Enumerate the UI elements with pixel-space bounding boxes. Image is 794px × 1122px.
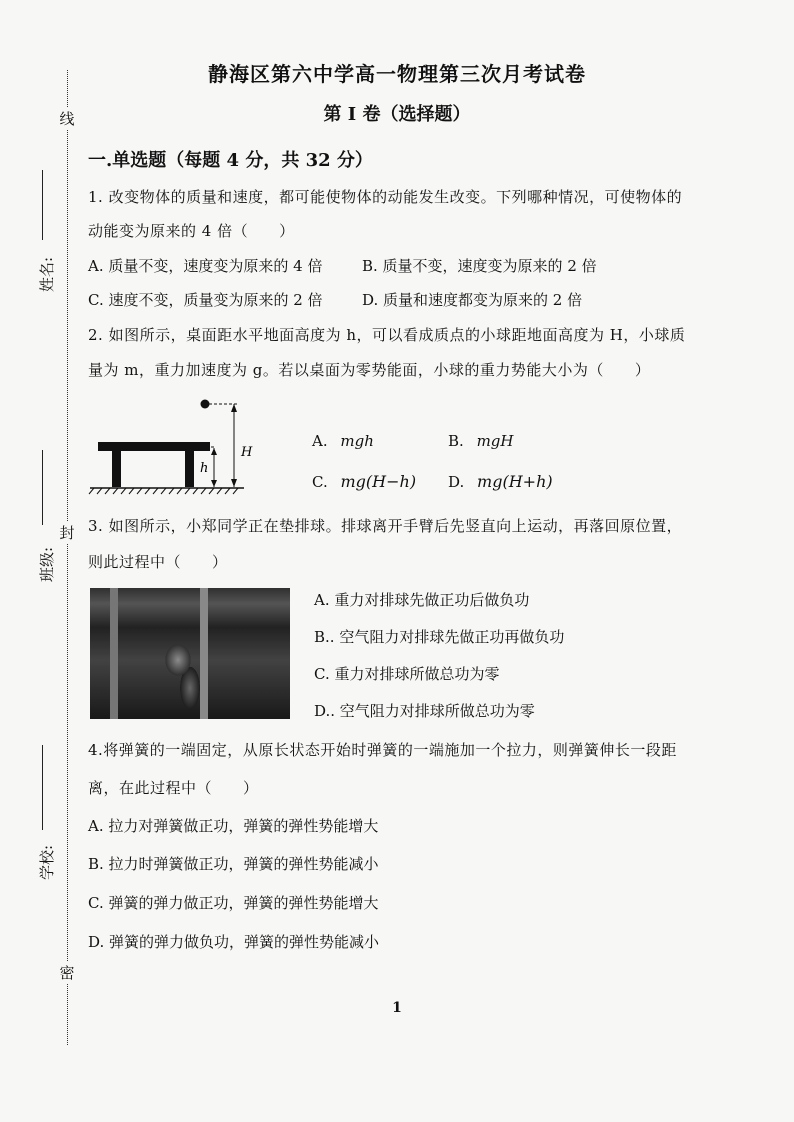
q3-option-d[interactable]: D.. 空气阻力对排球所做总功为零 (314, 702, 535, 720)
q4-option-d[interactable]: D. 弹簧的弹力做负功，弹簧的弹性势能减小 (88, 933, 380, 951)
school-field-label: 学校: (38, 844, 56, 880)
section-heading: 一.单选题（每题 4 分，共 32 分） (88, 150, 373, 171)
q3-stem-line2: 则此过程中（ ） (88, 553, 228, 571)
page-number: 1 (392, 1000, 402, 1016)
class-field-line[interactable] (42, 450, 43, 525)
binding-word-feng: 封 (59, 524, 75, 542)
q4-stem-line1: 4.将弹簧的一端固定，从原长状态开始时弹簧的一端施加一个拉力，则弹簧伸长一段距 (88, 741, 677, 759)
label-H: H (241, 445, 253, 460)
binding-word-mi: 密 (59, 964, 75, 982)
q2-option-c-label: C. (312, 473, 328, 491)
q2-option-c-text: mg(H−h) (340, 472, 417, 491)
q2-option-d-text: mg(H+h) (477, 472, 553, 491)
q3-stem-line1: 3. 如图所示，小郑同学正在垫排球。排球离开手臂后先竖直向上运动，再落回原位置， (88, 517, 683, 535)
q2-option-b-text: mgH (476, 432, 514, 450)
q3-option-c[interactable]: C. 重力对排球所做总功为零 (314, 665, 500, 683)
q1-option-c[interactable]: C. 速度不变，质量变为原来的 2 倍 (88, 291, 323, 309)
q2-option-b-label: B. (448, 432, 464, 450)
ball-icon (201, 400, 210, 409)
table-leg-left (112, 451, 121, 487)
binding-dotted-line (67, 70, 68, 1045)
class-field-label: 班级: (38, 546, 56, 582)
q4-option-a[interactable]: A. 拉力对弹簧做正功，弹簧的弹性势能增大 (88, 817, 379, 835)
q2-option-a-text: mgh (340, 432, 374, 450)
q4-option-c[interactable]: C. 弹簧的弹力做正功，弹簧的弹性势能增大 (88, 894, 379, 912)
q2-option-d-label: D. (448, 473, 465, 491)
q2-stem-line2: 量为 m，重力加速度为 g。若以桌面为零势能面，小球的重力势能大小为（ ） (88, 361, 651, 379)
binding-word-xian: 线 (59, 110, 75, 128)
q1-option-b[interactable]: B. 质量不变，速度变为原来的 2 倍 (362, 257, 597, 275)
q2-option-b[interactable] (448, 432, 514, 450)
volleyball-photo (90, 588, 290, 719)
table-ball-figure (88, 392, 258, 496)
q1-stem-line2: 动能变为原来的 4 倍（ ） (88, 222, 295, 240)
exam-title: 静海区第六中学高一物理第三次月考试卷 (208, 62, 586, 86)
q2-stem-line1: 2. 如图所示，桌面距水平地面高度为 h，可以看成质点的小球距地面高度为 H，小球质 (88, 326, 686, 344)
q2-option-a-label: A. (312, 432, 328, 450)
exam-subtitle: 第 I 卷（选择题） (323, 104, 471, 125)
table-leg-right (185, 451, 194, 487)
q4-stem-line2: 离，在此过程中（ ） (88, 779, 259, 797)
q3-option-b[interactable]: B.. 空气阻力对排球先做正功再做负功 (314, 628, 565, 646)
q3-option-a[interactable]: A. 重力对排球先做正功后做负功 (314, 591, 530, 609)
q1-stem-line1: 1. 改变物体的质量和速度，都可能使物体的动能发生改变。下列哪种情况，可使物体的 (88, 188, 683, 206)
name-field-label: 姓名: (38, 256, 56, 292)
school-field-line[interactable] (42, 745, 43, 830)
q1-option-d[interactable]: D. 质量和速度都变为原来的 2 倍 (362, 291, 583, 309)
q1-option-a[interactable]: A. 质量不变，速度变为原来的 4 倍 (88, 257, 323, 275)
table-top (98, 442, 210, 451)
q2-option-a[interactable] (312, 432, 374, 450)
label-h: h (200, 461, 209, 476)
q2-option-d[interactable] (448, 472, 553, 491)
q4-option-b[interactable]: B. 拉力时弹簧做正功，弹簧的弹性势能减小 (88, 855, 379, 873)
q2-option-c[interactable] (312, 472, 416, 491)
name-field-line[interactable] (42, 170, 43, 240)
